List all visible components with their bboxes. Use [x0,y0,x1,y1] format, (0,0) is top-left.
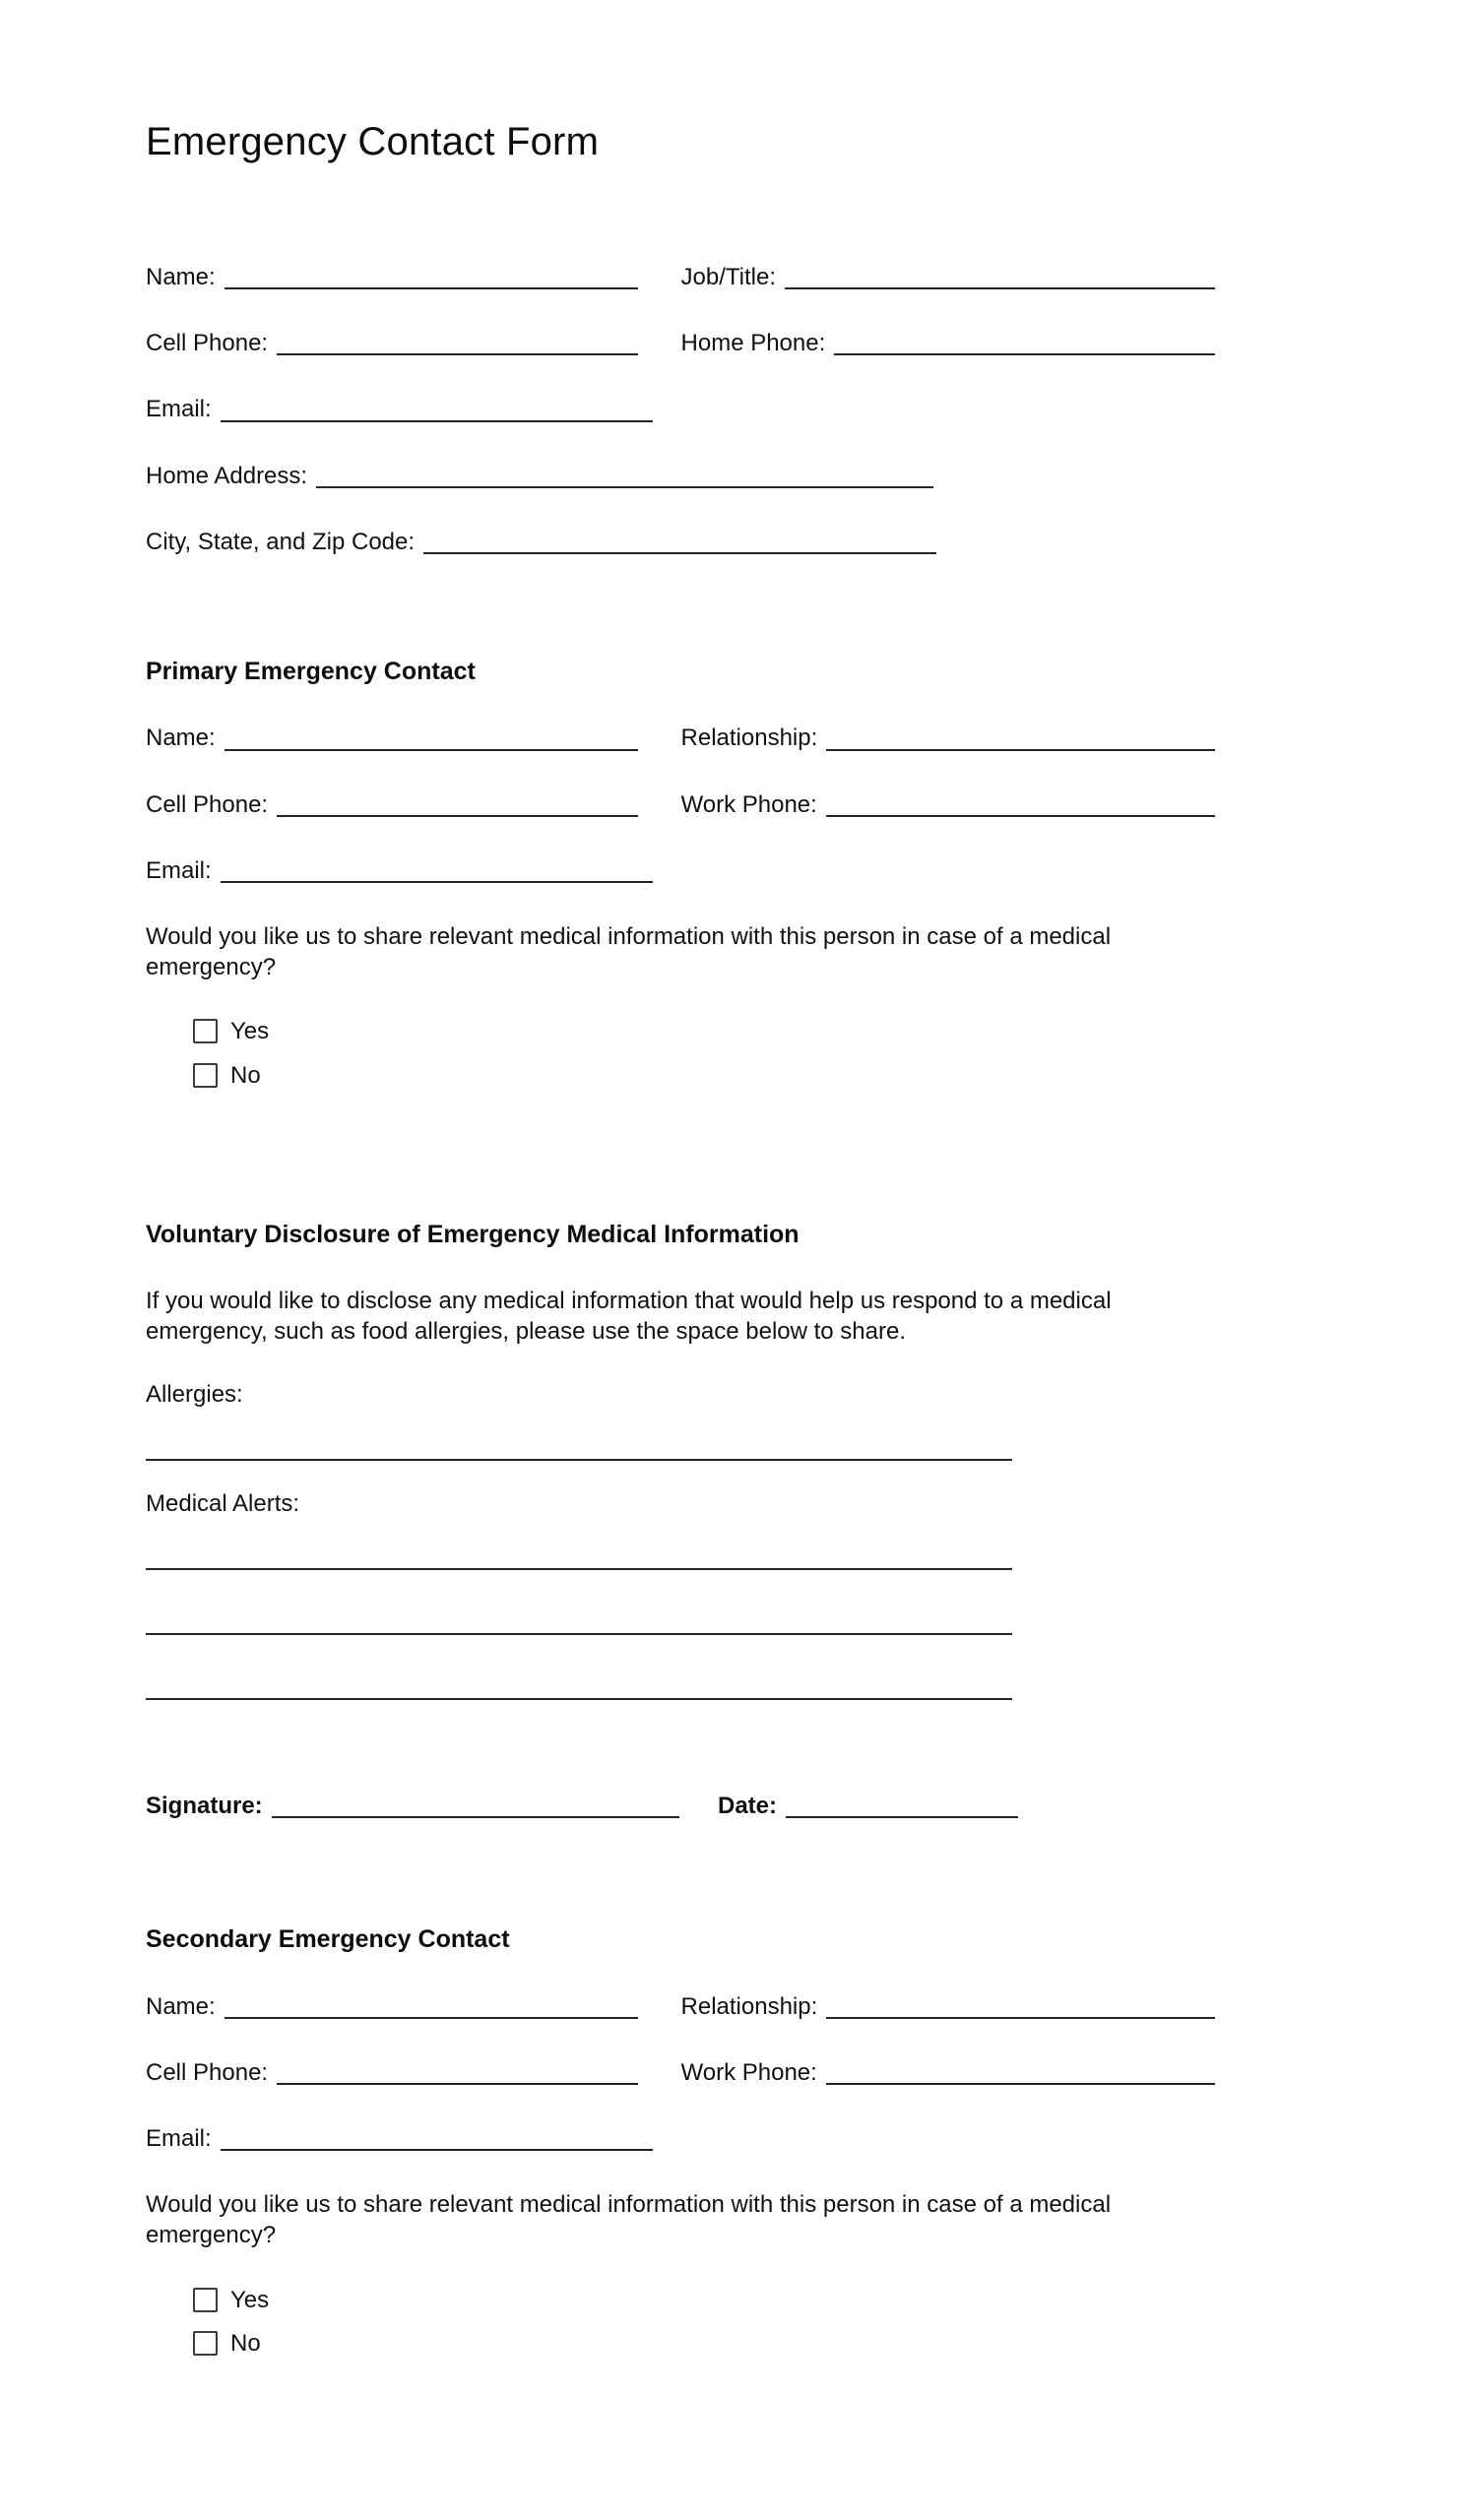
primary-cell-phone-blank[interactable] [277,814,637,817]
secondary-relationship-label: Relationship: [680,1992,818,2020]
primary-relationship-field [681,723,1215,753]
date-field [718,1791,1018,1821]
secondary-no-checkbox[interactable] [193,2331,218,2356]
employee-name-label: Name: [146,264,216,290]
allergies-label: Allergies: [146,1380,243,1408]
date-label: Date: [718,1793,778,1819]
employee-home-address-blank[interactable] [316,485,933,488]
primary-share-question: Would you like us to share relevant medical information with this person in case of a medical emergency? [146,923,1112,981]
voluntary-disclosure-heading: Voluntary Disclosure of Emergency Medical Information [146,1220,800,1248]
employee-city-state-zip-field [146,527,936,557]
secondary-email-field [146,2123,653,2154]
employee-info-section [146,262,1215,557]
secondary-work-phone-blank[interactable] [826,2082,1215,2085]
secondary-relationship-blank[interactable] [826,2016,1215,2019]
date-blank[interactable] [786,1815,1018,1818]
signature-label: Signature: [146,1793,263,1819]
secondary-contact-section [146,1923,1215,2359]
secondary-relationship-field [681,1991,1215,2022]
form-title: Emergency Contact Form [146,120,600,163]
primary-share-options [193,1016,1215,1090]
primary-name-field [146,723,638,753]
employee-cell-phone-field [146,328,638,358]
secondary-yes-label: Yes [230,2286,270,2313]
employee-home-phone-field [681,328,1215,358]
medical-alerts-blank-line-3[interactable] [146,1698,1012,1700]
employee-email-field [146,394,653,424]
primary-work-phone-field [681,789,1215,820]
medical-alerts-blank-line-2[interactable] [146,1633,1012,1635]
employee-name-blank[interactable] [224,286,638,289]
secondary-email-label: Email: [146,2125,212,2153]
primary-no-checkbox[interactable] [193,1063,218,1088]
voluntary-disclosure-section [146,1219,1215,1700]
employee-home-address-field [146,461,933,491]
employee-job-title-label: Job/Title: [680,264,776,290]
secondary-yes-checkbox[interactable] [193,2288,218,2312]
primary-yes-label: Yes [230,1018,270,1045]
primary-cell-phone-label: Cell Phone: [146,790,269,818]
secondary-no-label: No [230,2329,261,2357]
employee-cell-phone-label: Cell Phone: [146,330,269,357]
primary-relationship-blank[interactable] [826,748,1215,751]
primary-cell-phone-field [146,789,638,820]
employee-home-phone-blank[interactable] [834,352,1215,355]
secondary-email-blank[interactable] [221,2148,653,2151]
primary-work-phone-label: Work Phone: [680,790,817,818]
secondary-name-label: Name: [146,1992,216,2020]
primary-email-field [146,855,653,886]
employee-home-address-label: Home Address: [146,462,308,489]
primary-yes-option [193,1016,1215,1046]
primary-no-option [193,1060,1215,1091]
primary-relationship-label: Relationship: [680,724,818,752]
secondary-yes-option [193,2285,1215,2315]
voluntary-disclosure-intro: If you would like to disclose any medical information that would help us respond to a medical emergency, such as food allergies, please use the space below to share. [146,1288,1112,1346]
employee-job-title-field [681,262,1215,292]
secondary-share-options [193,2285,1215,2359]
signature-field [146,1791,679,1821]
secondary-work-phone-label: Work Phone: [680,2058,817,2086]
secondary-cell-phone-label: Cell Phone: [146,2058,269,2086]
employee-job-title-blank[interactable] [785,286,1215,289]
medical-alerts-blank-line-1[interactable] [146,1568,1012,1570]
employee-name-field [146,262,638,292]
secondary-name-blank[interactable] [224,2016,638,2019]
secondary-contact-heading: Secondary Emergency Contact [146,1925,510,1954]
secondary-cell-phone-field [146,2057,638,2088]
primary-work-phone-blank[interactable] [826,814,1215,817]
employee-city-state-zip-blank[interactable] [423,551,936,554]
signature-blank[interactable] [272,1815,679,1818]
employee-email-blank[interactable] [221,419,653,422]
secondary-work-phone-field [681,2057,1215,2088]
secondary-name-field [146,1991,638,2022]
primary-contact-section [146,656,1215,1091]
medical-alerts-label: Medical Alerts: [146,1489,300,1517]
primary-yes-checkbox[interactable] [193,1019,218,1043]
allergies-blank-line[interactable] [146,1459,1012,1461]
employee-cell-phone-blank[interactable] [277,352,637,355]
signature-block [146,1791,1215,1821]
primary-name-label: Name: [146,724,216,752]
secondary-cell-phone-blank[interactable] [277,2082,637,2085]
employee-email-label: Email: [146,396,212,423]
primary-contact-heading: Primary Emergency Contact [146,657,476,685]
secondary-no-option [193,2328,1215,2359]
primary-email-label: Email: [146,856,212,884]
employee-home-phone-label: Home Phone: [680,330,826,357]
secondary-share-question: Would you like us to share relevant medical information with this person in case of a medical emergency? [146,2191,1112,2249]
primary-name-blank[interactable] [224,748,638,751]
primary-no-label: No [230,1061,261,1089]
employee-city-state-zip-label: City, State, and Zip Code: [146,528,416,555]
primary-email-blank[interactable] [221,880,653,883]
